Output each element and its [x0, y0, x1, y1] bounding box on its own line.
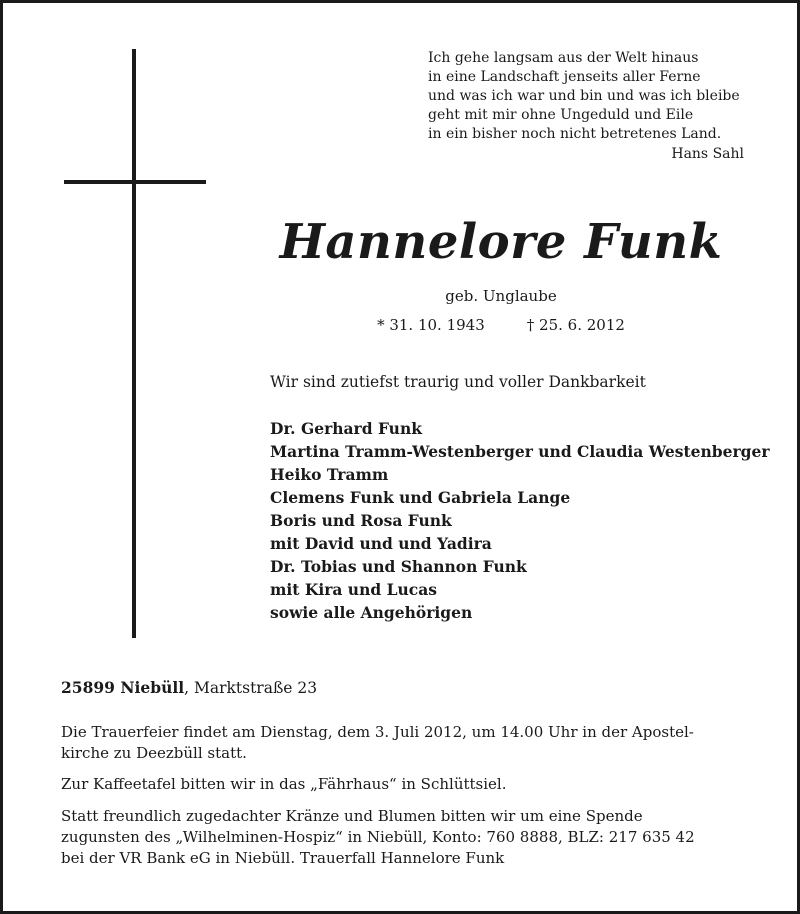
birth-name: geb. Unglaube	[445, 287, 557, 305]
life-dates	[263, 316, 739, 334]
mourners-list	[270, 417, 770, 624]
mourning-intro: Wir sind zutiefst traurig und voller Dankbarkeit	[270, 373, 646, 391]
cross-vertical-bar	[132, 49, 136, 638]
mourner-entry: Dr. Tobias und Shannon Funk	[270, 557, 527, 576]
funeral-info	[61, 722, 744, 764]
mourner-entry: sowie alle Angehörigen	[270, 603, 473, 622]
coffee-line: Zur Kaffeetafel bitten wir in das „Fährhaus“ in Schlüttsiel.	[61, 775, 507, 793]
mourner-entry: mit David und und Yadira	[270, 534, 492, 553]
address-street: , Marktstraße 23	[184, 679, 318, 697]
donation-line: bei der VR Bank eG in Niebüll. Trauerfall Hannelore Funk	[61, 849, 505, 867]
mourner-entry: Boris und Rosa Funk	[270, 511, 452, 530]
address	[61, 678, 317, 697]
donation-info	[61, 806, 744, 869]
mourner-entry: mit Kira und Lucas	[270, 580, 437, 599]
poem	[428, 49, 744, 164]
coffee-info	[61, 774, 744, 795]
funeral-line: kirche zu Deezbüll statt.	[61, 744, 247, 762]
cross-horizontal-bar	[64, 180, 206, 184]
birth-date: * 31. 10. 1943	[377, 316, 485, 334]
funeral-line: Die Trauerfeier findet am Dienstag, dem 3. Juli 2012, um 14.00 Uhr in der Apostel-	[61, 723, 694, 741]
donation-line: zugunsten des „Wilhelminen-Hospiz“ in Niebüll, Konto: 760 8888, BLZ: 217 635 42	[61, 828, 695, 846]
poem-line: Ich gehe langsam aus der Welt hinaus	[428, 50, 699, 66]
poem-line: und was ich war und bin und was ich bleibe	[428, 88, 740, 104]
deceased-name: Hannelore Funk	[279, 214, 723, 270]
poem-author: Hans Sahl	[671, 146, 744, 162]
mourner-entry: Heiko Tramm	[270, 465, 389, 484]
donation-line: Statt freundlich zugedachter Kränze und Blumen bitten wir um eine Spende	[61, 807, 643, 825]
mourner-entry: Clemens Funk und Gabriela Lange	[270, 488, 571, 507]
poem-line: geht mit mir ohne Ungeduld und Eile	[428, 107, 694, 123]
poem-line: in eine Landschaft jenseits aller Ferne	[428, 69, 701, 85]
mourner-entry: Martina Tramm-Westenberger und Claudia Westenberger	[270, 442, 770, 461]
poem-line: in ein bisher noch nicht betretenes Land.	[428, 126, 722, 142]
address-city: 25899 Niebüll	[61, 678, 185, 697]
death-date: † 25. 6. 2012	[526, 316, 625, 334]
mourner-entry: Dr. Gerhard Funk	[270, 419, 422, 438]
